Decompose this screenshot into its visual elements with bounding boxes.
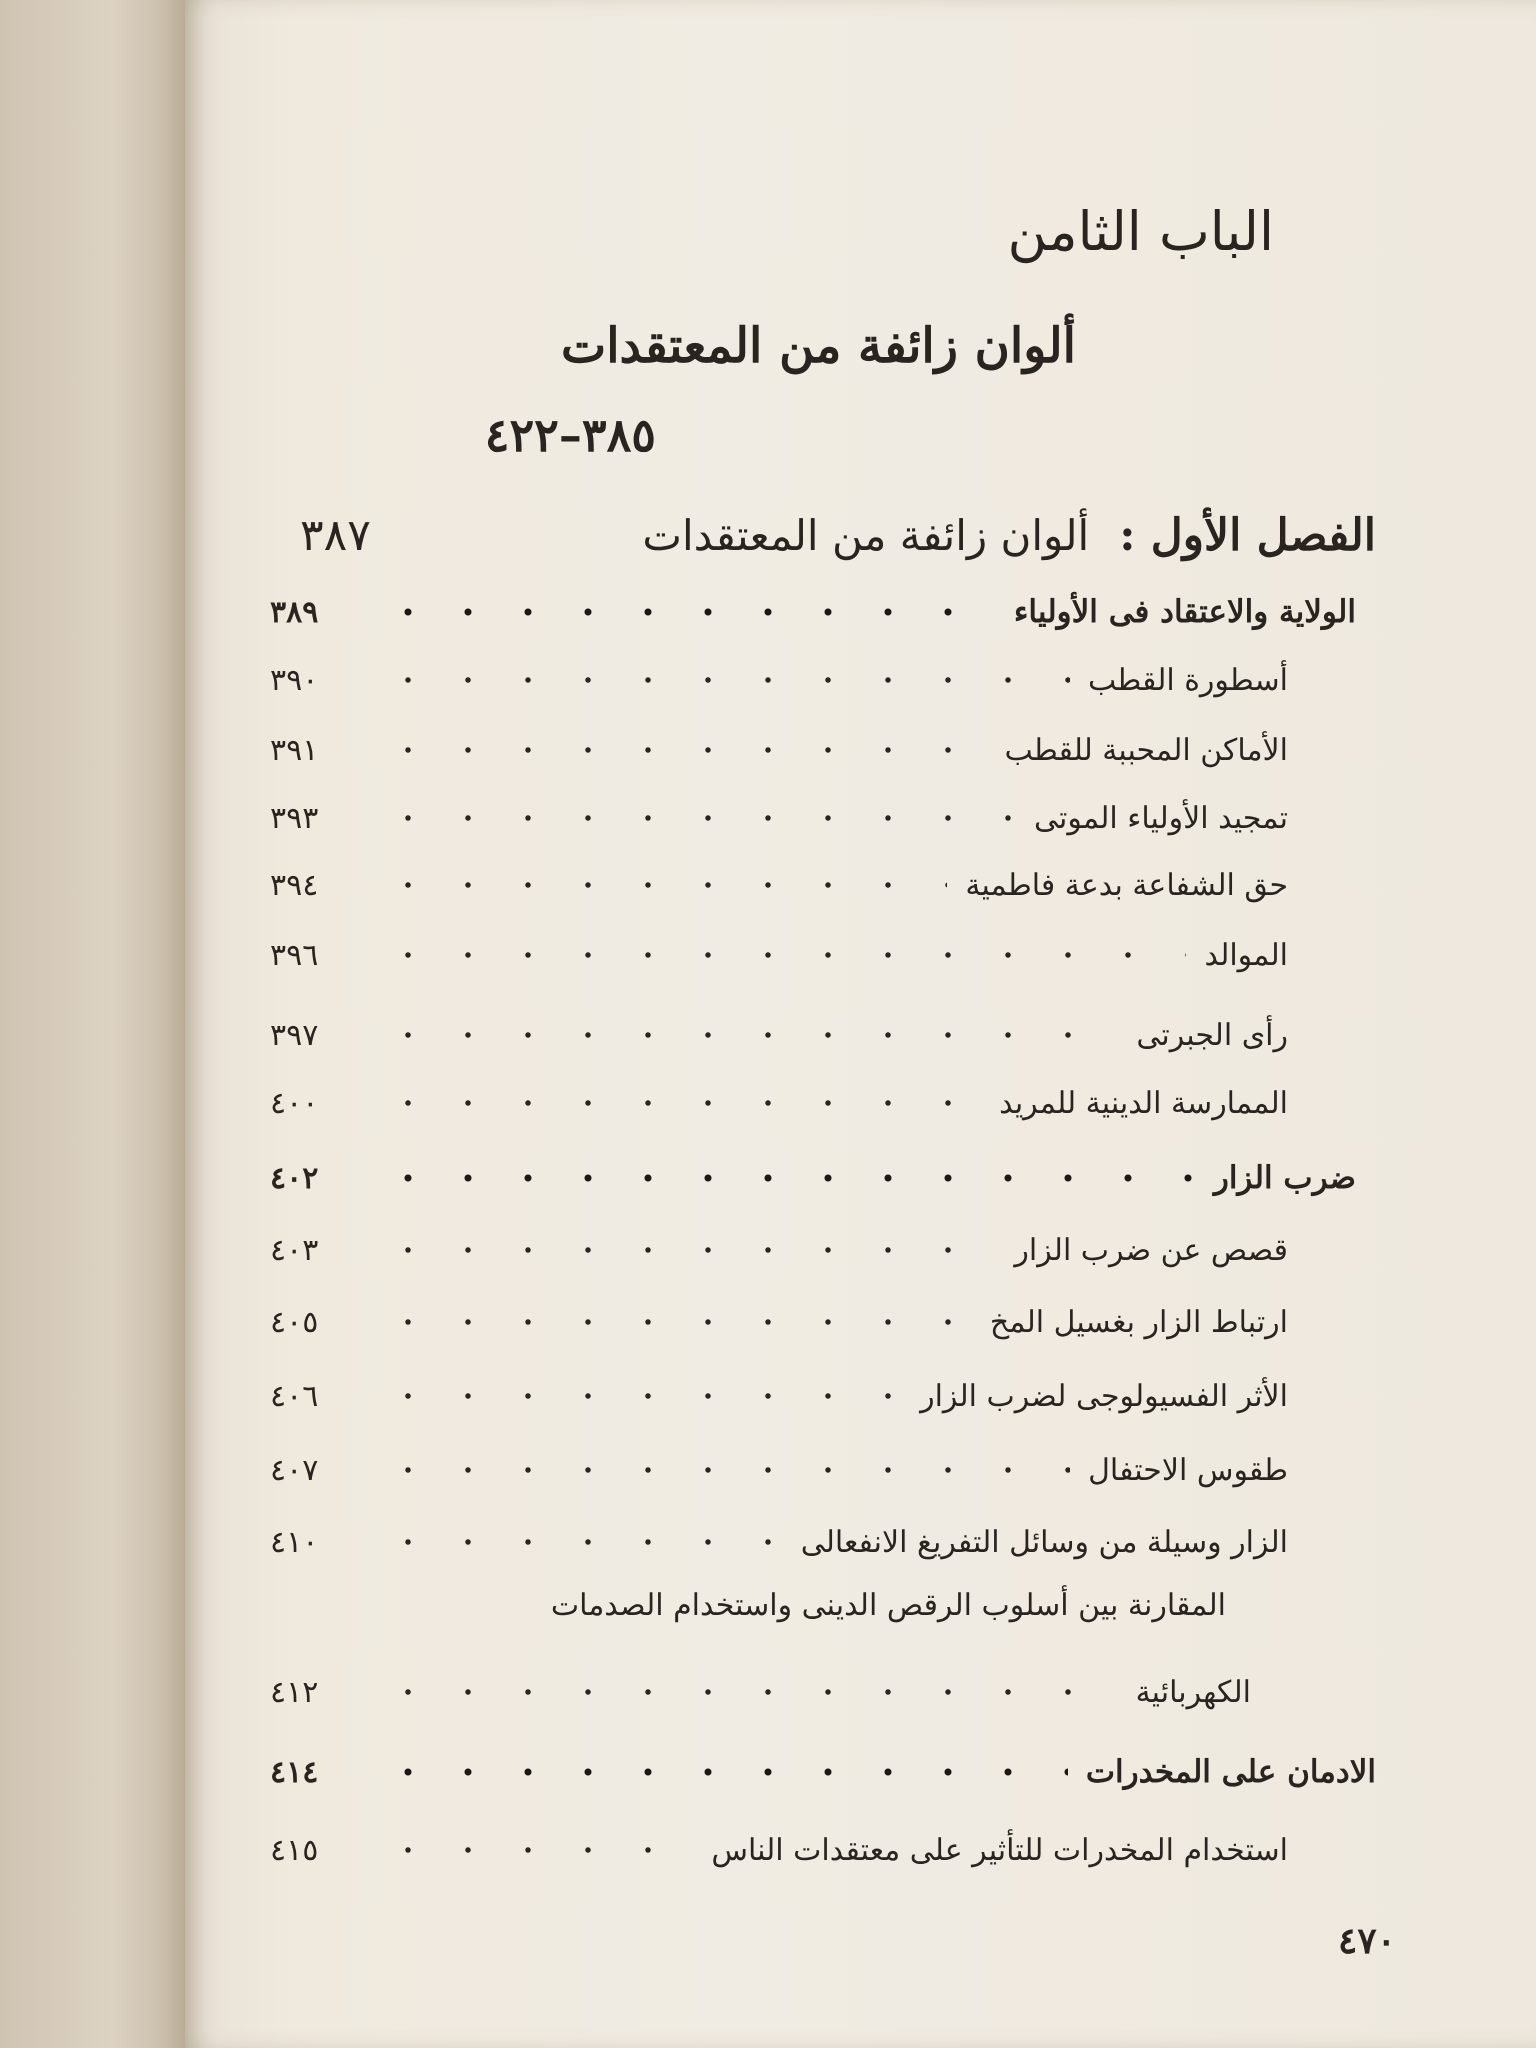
- toc-leader-dots: [378, 1465, 1070, 1475]
- part-title: الباب الثامن: [1007, 200, 1274, 263]
- toc-leader-dots: [378, 950, 1186, 960]
- page-range: ٣٨٥–٤٢٢: [484, 408, 656, 462]
- toc-entry-page: ٤١٥: [270, 1832, 319, 1868]
- toc-row: [270, 1820, 1356, 1880]
- toc-row: [270, 1292, 1356, 1352]
- toc-entry-text: الولاية والاعتقاد فى الأولياء: [1013, 594, 1356, 630]
- toc-entry-page: ٣٨٩: [270, 594, 319, 630]
- toc-entry-page: ٤١٢: [270, 1674, 319, 1710]
- toc-entry-page: ٤٠٣: [270, 1232, 319, 1268]
- toc-entry-text: الممارسة الدينية للمريد: [999, 1085, 1288, 1121]
- toc-leader-dots: [378, 1687, 1118, 1697]
- toc-entry-page: ٤١٠: [270, 1524, 319, 1560]
- toc-entry-text: قصص عن ضرب الزار: [1014, 1232, 1288, 1268]
- toc-leader-dots: [378, 1030, 1118, 1040]
- toc-row: [270, 1366, 1356, 1426]
- toc-leader-dots: [378, 607, 996, 617]
- toc-entry-text: ضرب الزار: [1213, 1160, 1356, 1196]
- toc-row: [270, 1220, 1356, 1280]
- toc-entry-page: ٤٠٠: [270, 1085, 319, 1121]
- toc-entry-text: الكهربائية: [1135, 1674, 1251, 1710]
- toc-entry-text: استخدام المخدرات للتأثير على معتقدات الناس: [711, 1832, 1288, 1868]
- toc-entry-text: حق الشفاعة بدعة فاطمية: [965, 867, 1288, 903]
- chapter-page-number: ٣٨٧: [300, 509, 371, 561]
- toc-row: [270, 1148, 1356, 1208]
- toc-leader-dots: [378, 1245, 996, 1255]
- toc-row: [270, 1662, 1356, 1722]
- toc-leader-dots: [378, 1767, 1068, 1777]
- toc-row: [270, 650, 1356, 710]
- main-title: ألوان زائفة من المعتقدات: [561, 318, 1076, 374]
- toc-entry-page: ٣٩٠: [270, 662, 319, 698]
- toc-leader-dots: [378, 745, 986, 755]
- toc-leader-dots: [378, 813, 1016, 823]
- toc-entry-page: ٤٠٧: [270, 1452, 319, 1488]
- toc-row: [270, 788, 1356, 848]
- toc-row: [270, 582, 1356, 642]
- toc-row: [270, 1440, 1356, 1500]
- toc-entry-page: ٤١٤: [270, 1754, 319, 1790]
- page-number: ٤٧٠: [1338, 1920, 1397, 1962]
- toc-leader-dots: [378, 1845, 693, 1855]
- toc-entry-text: الزار وسيلة من وسائل التفريغ الانفعالى: [800, 1524, 1288, 1560]
- toc-leader-dots: [378, 1098, 981, 1108]
- toc-row: [270, 855, 1356, 915]
- toc-entry-page: ٤٠٦: [270, 1378, 319, 1414]
- toc-entry-text: الأماكن المحببة للقطب: [1004, 732, 1288, 768]
- toc-row: [270, 1005, 1356, 1065]
- toc-leader-dots: [378, 1317, 972, 1327]
- toc-leader-dots: [378, 1173, 1196, 1183]
- toc-leader-dots: [378, 675, 1070, 685]
- toc-entry-page: ٣٩٣: [270, 800, 319, 836]
- toc-row: [270, 1742, 1376, 1802]
- toc-entry-page: ٣٩٧: [270, 1017, 319, 1053]
- toc-entry-text: ارتباط الزار بغسيل المخ: [989, 1304, 1288, 1340]
- toc-entry-text: رأى الجبرتى: [1136, 1017, 1288, 1053]
- toc-entry-page: ٤٠٢: [270, 1160, 319, 1196]
- toc-entry-text: الادمان على المخدرات: [1085, 1754, 1376, 1790]
- toc-row: [270, 720, 1356, 780]
- toc-leader-dots: [378, 1391, 902, 1401]
- toc-entry-text: طقوس الاحتفال: [1088, 1452, 1288, 1488]
- toc-row: [270, 1073, 1356, 1133]
- toc-entry-continuation: المقارنة بين أسلوب الرقص الدينى واستخدام الصدمات: [550, 1588, 1226, 1623]
- toc-entry-text: تمجيد الأولياء الموتى: [1034, 800, 1288, 836]
- toc-entry-page: ٣٩١: [270, 732, 319, 768]
- chapter-label: الفصل الأول :: [1119, 509, 1376, 561]
- chapter-title: ألوان زائفة من المعتقدات: [642, 510, 1090, 560]
- toc-entry-text: الموالد: [1204, 937, 1288, 973]
- toc-entry-page: ٤٠٥: [270, 1304, 319, 1340]
- toc-entry-text: الأثر الفسيولوجى لضرب الزار: [920, 1378, 1288, 1414]
- toc-leader-dots: [378, 880, 947, 890]
- chapter-heading: [300, 500, 1376, 570]
- toc-entry-page: ٣٩٤: [270, 867, 319, 903]
- toc-leader-dots: [378, 1537, 783, 1547]
- toc-entry-page: ٣٩٦: [270, 937, 319, 973]
- toc-row: [270, 1512, 1356, 1572]
- toc-row: [270, 925, 1356, 985]
- toc-entry-text: أسطورة القطب: [1087, 662, 1288, 698]
